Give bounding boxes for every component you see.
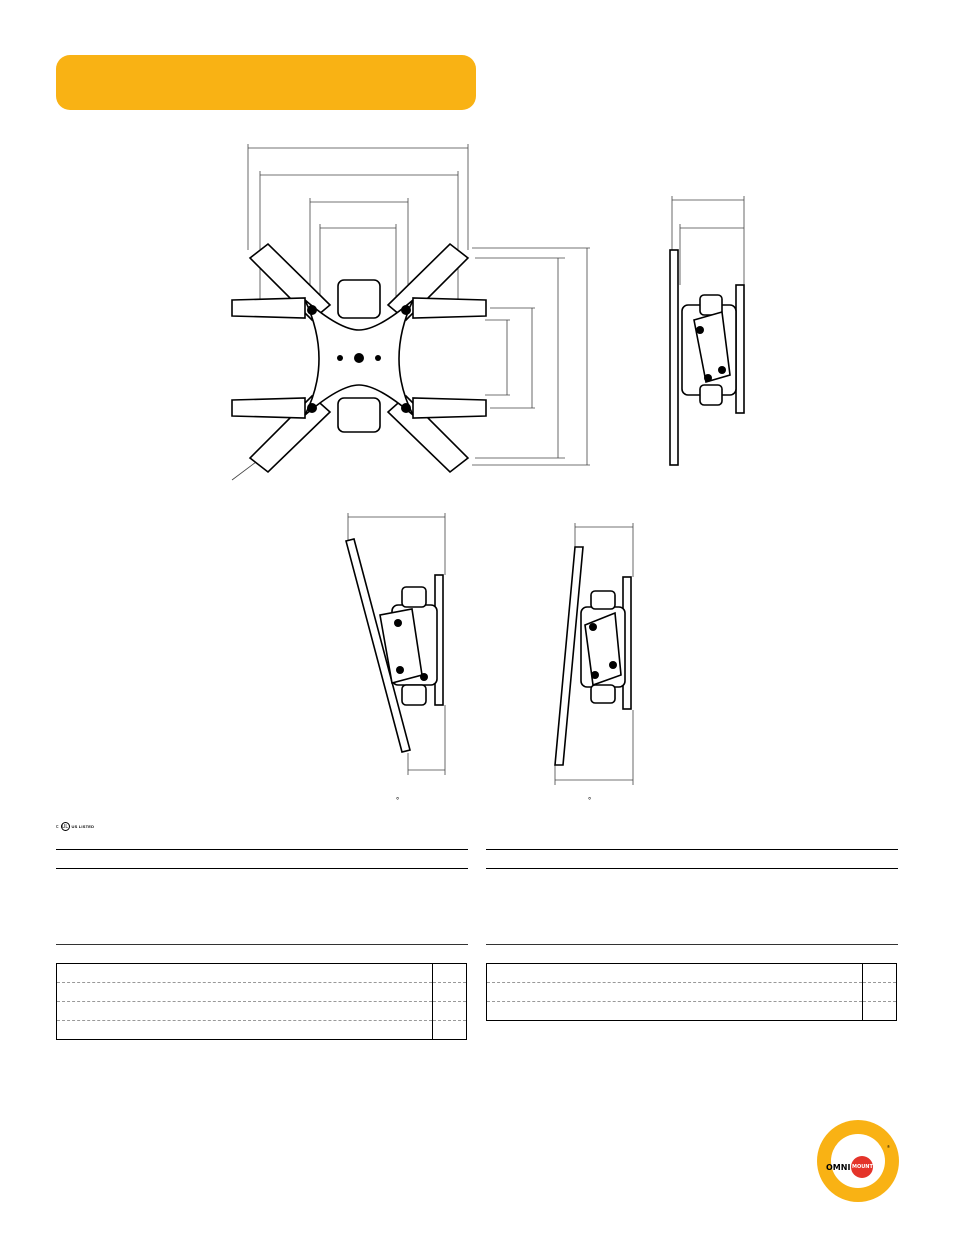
ul-icon: UL — [61, 824, 69, 830]
table-cell — [433, 964, 467, 983]
table-cell — [863, 1002, 897, 1021]
right-spec-table — [486, 963, 897, 1021]
tilt-forward-degree: ° — [396, 796, 400, 805]
title-banner — [56, 55, 476, 110]
table-cell — [57, 1021, 433, 1040]
logo-wordmark — [826, 1156, 873, 1178]
table-cell — [57, 983, 433, 1002]
right-section-rule-top — [486, 849, 898, 850]
table-cell — [433, 1021, 467, 1040]
ul-prefix: c — [56, 823, 59, 830]
logo-trademark: ® — [887, 1144, 890, 1149]
logo-mount-text: MOUNT — [851, 1156, 873, 1178]
table-cell — [487, 964, 863, 983]
right-section-rule-3 — [486, 944, 898, 945]
tv-mount-front-drawing — [220, 140, 610, 485]
left-section-rule-3 — [56, 944, 468, 945]
table-cell — [433, 983, 467, 1002]
left-section-rule-2 — [56, 868, 468, 869]
ul-listed-mark — [56, 822, 94, 831]
table-row — [487, 1002, 897, 1021]
table-row — [57, 983, 467, 1002]
table-cell — [57, 1002, 433, 1021]
table-cell — [433, 1002, 467, 1021]
left-section-rule-top — [56, 849, 468, 850]
tv-mount-tilt-forward-drawing — [340, 505, 455, 785]
table-cell — [487, 983, 863, 1002]
table-row — [487, 983, 897, 1002]
table-row — [487, 964, 897, 983]
table-cell — [863, 983, 897, 1002]
right-section-rule-2 — [486, 868, 898, 869]
table-cell — [57, 964, 433, 983]
table-row — [57, 964, 467, 983]
tilt-back-degree: ° — [588, 796, 592, 805]
tv-mount-tilt-back-drawing — [545, 515, 645, 790]
omnimount-logo — [817, 1120, 899, 1202]
left-spec-table — [56, 963, 467, 1040]
table-row — [57, 1002, 467, 1021]
ul-label: US LISTED — [71, 824, 95, 829]
tv-mount-side-drawing — [660, 190, 760, 475]
table-row — [57, 1021, 467, 1040]
logo-omni-text: OMNI — [826, 1162, 851, 1172]
table-cell — [863, 964, 897, 983]
table-cell — [487, 1002, 863, 1021]
